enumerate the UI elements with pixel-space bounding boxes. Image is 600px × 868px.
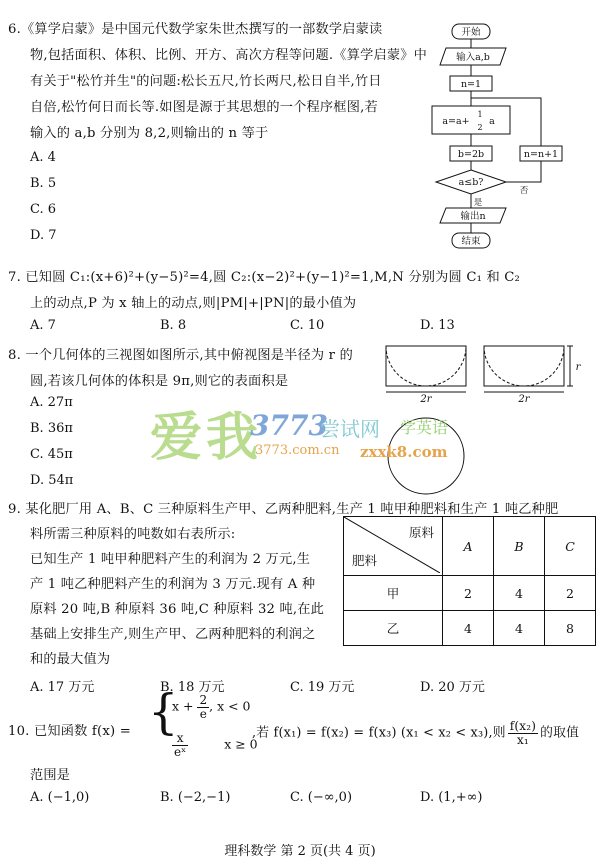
flow-no-label: 否: [519, 186, 529, 196]
q9-table-corner: [344, 517, 443, 576]
q10-middle: [252, 720, 579, 746]
flow-update-a-num: 1: [477, 110, 483, 119]
flow-update-a-den: 2: [477, 123, 483, 132]
table-row: [344, 611, 596, 646]
q8-option-d: D. 54π: [30, 473, 74, 488]
q10-ratio-num: f(x₂): [509, 719, 537, 733]
q10-suffix: 的取值: [540, 725, 580, 741]
q10-middle-text: ,若 f(x₁) = f(x₂) = f(x₃) (x₁ < x₂ < x₃),则: [252, 725, 506, 741]
q10-case1-expr: x +: [172, 698, 198, 714]
q8-option-a: A. 27π: [30, 395, 73, 410]
flow-increment-label: n=n+1: [523, 149, 559, 160]
q9-line-6: 基础上安排生产,则生产甲、乙两种肥料的利润之: [30, 627, 316, 642]
q8-side-view-arc: [484, 346, 564, 386]
flow-end-label: 结束: [461, 236, 481, 247]
q8-side-view: [484, 346, 564, 386]
watermark-url1: 3773.com.cn: [255, 443, 340, 458]
flow-yes-label: 是: [473, 198, 483, 208]
q8-front-view-arc: [386, 346, 466, 386]
q10-case-1: [172, 694, 251, 720]
page-footer: 理科数学 第 2 页(共 4 页): [224, 844, 376, 859]
q10-case1-num: 2: [199, 693, 208, 707]
flow-start-label: 开始: [461, 27, 481, 38]
q9-option-d: D. 20 万元: [420, 680, 485, 695]
q10-line-2: 范围是: [30, 768, 71, 783]
watermark-site2: 尝试网: [320, 417, 380, 441]
q9-option-c: C. 19 万元: [290, 680, 355, 695]
q9-line-5: 原料 20 吨,B 种原料 36 吨,C 种原料 32 吨,在此: [30, 602, 325, 617]
q10-case1-den: e: [199, 706, 207, 721]
q9-table-cell: 2: [443, 576, 494, 611]
q10-case2-num: x: [172, 732, 188, 746]
q8-three-views: [380, 338, 590, 498]
q6-flowchart: [420, 18, 590, 258]
flow-no-branch: [506, 161, 541, 182]
q9-table-header-b: B: [494, 517, 545, 576]
q8-top-view-circle: [388, 418, 464, 494]
q9-option-b: B. 18 万元: [160, 680, 225, 695]
q10-case2-cond: x ≥ 0: [224, 736, 258, 752]
flow-input-label: 输入a,b: [456, 52, 490, 63]
q7-option-d: D. 13: [420, 318, 455, 333]
q6-option-d: D. 7: [30, 228, 57, 243]
q6-option-b: B. 5: [30, 176, 57, 191]
q6-line-3: 有关于"松竹并生"的问题:松长五尺,竹长两尺,松日自半,竹日: [30, 74, 382, 89]
q10-option-d: D. (1,+∞): [420, 790, 483, 805]
q9-line-3: 已知生产 1 吨甲种肥料产生的利润为 2 万元,生: [30, 552, 311, 567]
q10-prefix: 10. 已知函数 f(x) =: [8, 724, 131, 739]
q6-line-4: 自倍,松竹何日而长等.如图是源于其思想的一个程序框图,若: [30, 100, 378, 115]
q8-label-r: r: [575, 362, 581, 373]
q10-case-2: [172, 732, 258, 758]
q9-line-7: 和的最大值为: [30, 652, 111, 667]
q9-table-row-name: 乙: [344, 611, 443, 646]
q9-option-a: A. 17 万元: [30, 680, 95, 695]
watermark-site: 3773: [250, 409, 328, 442]
q6-option-c: C. 6: [30, 202, 57, 217]
q6-line-2: 物,包括面积、体积、比例、开方、高次方程等问题.《算学启蒙》中: [30, 48, 428, 63]
watermark-extra: 学英语: [400, 418, 449, 437]
q7-line-2: 上的动点,P 为 x 轴上的动点,则|PM|+|PN|的最小值为: [30, 296, 357, 311]
q8-option-c: C. 45π: [30, 447, 73, 462]
q9-table-cell: 8: [545, 611, 596, 646]
q10-brace: {: [148, 684, 179, 740]
flow-init-label: n=1: [460, 79, 482, 90]
q10-option-c: C. (−∞,0): [290, 790, 353, 805]
watermark-url2: zxxk8.com: [360, 443, 448, 461]
flow-update-a-left: a=a+: [442, 116, 470, 127]
q9-table: [343, 516, 596, 646]
q9-table-corner-bottom: 肥料: [352, 553, 378, 568]
q9-table-header-c: C: [545, 517, 596, 576]
q10-option-b: B. (−2,−1): [160, 790, 231, 805]
q8-label-2r-left: 2r: [420, 394, 432, 405]
q9-line-4: 产 1 吨乙种肥料产生的利润为 3 万元.现有 A 种: [30, 577, 316, 592]
watermark-main: 爱我: [150, 407, 263, 468]
flow-update-a-right: a: [489, 116, 495, 127]
q7-option-c: C. 10: [290, 318, 325, 333]
q8-label-2r-right: 2r: [518, 394, 530, 405]
q9-table-header-a: A: [443, 517, 494, 576]
q7-option-a: A. 7: [30, 318, 56, 333]
q10-case1-cond: , x < 0: [209, 698, 251, 714]
q10-case2-den: eˣ: [174, 744, 187, 759]
q7-option-b: B. 8: [160, 318, 187, 333]
q9-table-cell: 2: [545, 576, 596, 611]
q6-line-1: 6.《算学启蒙》是中国元代数学家朱世杰撰写的一部数学启蒙读: [8, 22, 383, 37]
q9-table-cell: 4: [494, 576, 545, 611]
table-row: [344, 576, 596, 611]
q9-table-corner-top: 原料: [408, 525, 434, 540]
q6-option-a: A. 4: [30, 150, 56, 165]
q7-line-1: 7. 已知圆 C₁:(x+6)²+(y−5)²=4,圆 C₂:(x−2)²+(y−1)²=1,M,N 分别为圆 C₁ 和 C₂: [8, 270, 521, 285]
q8-line-2: 圆,若该几何体的体积是 9π,则它的表面积是: [30, 374, 289, 389]
flow-condition-label: a≤b?: [458, 177, 484, 188]
q8-front-view: [386, 346, 466, 386]
q8-line-1: 8. 一个几何体的三视图如图所示,其中俯视图是半径为 r 的: [8, 348, 353, 363]
q10-option-a: A. (−1,0): [30, 790, 90, 805]
q9-line-1: 9. 某化肥厂用 A、B、C 三种原料生产甲、乙两种肥料,生产 1 吨甲种肥料和生产 1 吨乙种肥: [8, 502, 559, 517]
flow-loop-back: [471, 98, 541, 146]
q9-table-row-name: 甲: [344, 576, 443, 611]
flow-output-label: 输出n: [460, 211, 486, 222]
q9-line-2: 料所需三种原料的吨数如右表所示:: [30, 527, 236, 542]
q6-line-5: 输入的 a,b 分别为 8,2,则输出的 n 等于: [30, 126, 269, 141]
q9-table-cell: 4: [494, 611, 545, 646]
q10-ratio-den: x₁: [516, 732, 529, 747]
flow-update-b-label: b=2b: [457, 149, 485, 160]
q9-table-cell: 4: [443, 611, 494, 646]
q8-option-b: B. 36π: [30, 421, 73, 436]
